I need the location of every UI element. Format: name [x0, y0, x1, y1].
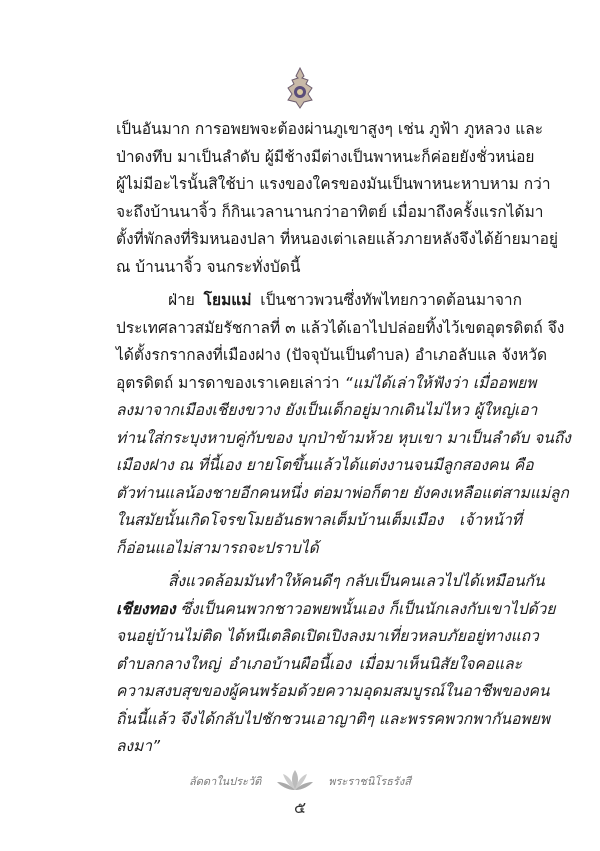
quote-line: เมืองฝาง ณ ที่นี้เอง ยายโตขึ้นแล้วได้แต่งงานจนมีลูกสองคน คือ [116, 456, 534, 474]
quote-line: สิ่งแวดล้อมมันทำให้คนดีๆ กลับเป็นคนเลวไปได้เหมือนกัน [168, 572, 545, 590]
footer-left-text: ลัดดาในประวัติ [189, 775, 262, 788]
text-line: ผู้ไม่มีอะไรนั้นสิใช้บ่า แรงของใครของมันเป็นพาหนะหาบหาม กว่า [116, 175, 551, 193]
quote-line: ตัวท่านแลน้องชายอีกคนหนึ่ง ต่อมาพ่อก็ตาย ยังคงเหลือแต่สามแม่ลูก [116, 483, 569, 502]
text-line [116, 370, 537, 398]
text-span: ฝ่าย [168, 291, 195, 309]
quote-line: ลงมา” [116, 737, 161, 755]
paragraph-3 [116, 568, 556, 761]
page-number: ๕ [293, 798, 307, 817]
paragraph-1 [116, 116, 558, 281]
quote-line: ในสมัยนั้นเกิดโจรขโมยอันธพาลเต็มบ้านเต็มเมือง เจ้าหน้าที่ [116, 511, 522, 529]
page-footer [0, 768, 600, 794]
bold-name: เชียงทอง [116, 599, 176, 618]
text-span: เป็นชาวพวนซึ่งทัพไทยกวาดต้อนมาจาก [260, 291, 522, 309]
quote-line: ก็อ่อนแอไม่สามารถจะปราบได้ [116, 538, 319, 557]
text-line: เป็นอันมาก การอพยพจะต้องผ่านภูเขาสูงๆ เช่น ภูฟ้า ภูหลวง และ [116, 120, 544, 138]
royal-emblem-icon [282, 66, 318, 110]
quote-line [116, 596, 556, 624]
quote-span: “แม่ได้เล่าให้ฟังว่า เมื่ออพยพ [344, 373, 537, 392]
quote-line: ตำบลกลางใหญ่ อำเภอบ้านผือนี้เอง เมื่อมาเห็นนิสัยใจคอและ [116, 654, 522, 673]
text-line [116, 287, 522, 315]
text-line: จะถึงบ้านนาจิ้ว ก็กินเวลานานกว่าอาทิตย์ เมื่อมาถึงครั้งแรกได้มา [116, 202, 544, 221]
quote-line: ลงมาจากเมืองเชียงขวาง ยังเป็นเด็กอยู่มากเดินไม่ไหว ผู้ใหญ่เอา [116, 401, 538, 419]
text-line: ตั้งที่พักลงที่ริมหนองปลา ที่หนองเต่าเลยแล้วภายหลังจึงได้ย้ายมาอยู่ [116, 230, 558, 248]
quote-line: ถิ่นนี้แล้ว จึงได้กลับไปชักชวนเอาญาติๆ และพรรคพวกพากันอพยพ [116, 709, 550, 728]
quote-line: ท่านใส่กระบุงหาบคู่กับของ บุกป่าข้ามห้วย หุบเขา มาเป็นลำดับ จนถึง [116, 428, 571, 447]
footer-right-text: พระราชนิโรธรังสี [328, 775, 411, 788]
document-body [116, 116, 571, 761]
text-span: อุตรดิตถ์ มารดาของเราเคยเล่าว่า [116, 373, 340, 392]
paragraph-2 [116, 287, 571, 562]
bold-name: โยมแม่ [203, 291, 252, 309]
text-line: ประเทศลาวสมัยรัชกาลที่ ๓ แล้วได้เอาไปปล่อยทิ้งไว้เขตอุตรดิตถ์ จึง [116, 318, 565, 337]
quote-line: จนอยู่บ้านไม่ติด ได้หนีเตลิดเปิดเปิงลงมาเที่ยวหลบภัยอยู่ทางแถว [116, 627, 539, 645]
lotus-icon [275, 768, 315, 794]
quote-line: ความสงบสุขของผู้คนพร้อมด้วยความอุดมสมบูรณ์ในอาชีพของคน [116, 682, 550, 700]
text-line: ป่าดงทึบ มาเป็นลำดับ ผู้มีช้างมีต่างเป็นพาหนะก็ค่อยยังชั่วหน่อย [116, 147, 535, 166]
text-line: ได้ตั้งรกรากลงที่เมืองฝาง (ปัจจุบันเป็นตำบล) อำเภอลับแล จังหวัด [116, 346, 548, 364]
text-line: ณ บ้านนาจิ้ว จนกระทั่งบัดนี้ [116, 257, 301, 276]
text-span: ซึ่งเป็นคนพวกชาวอพยพนั้นเอง ก็เป็นนักเลงกับเขาไปด้วย [180, 599, 556, 618]
